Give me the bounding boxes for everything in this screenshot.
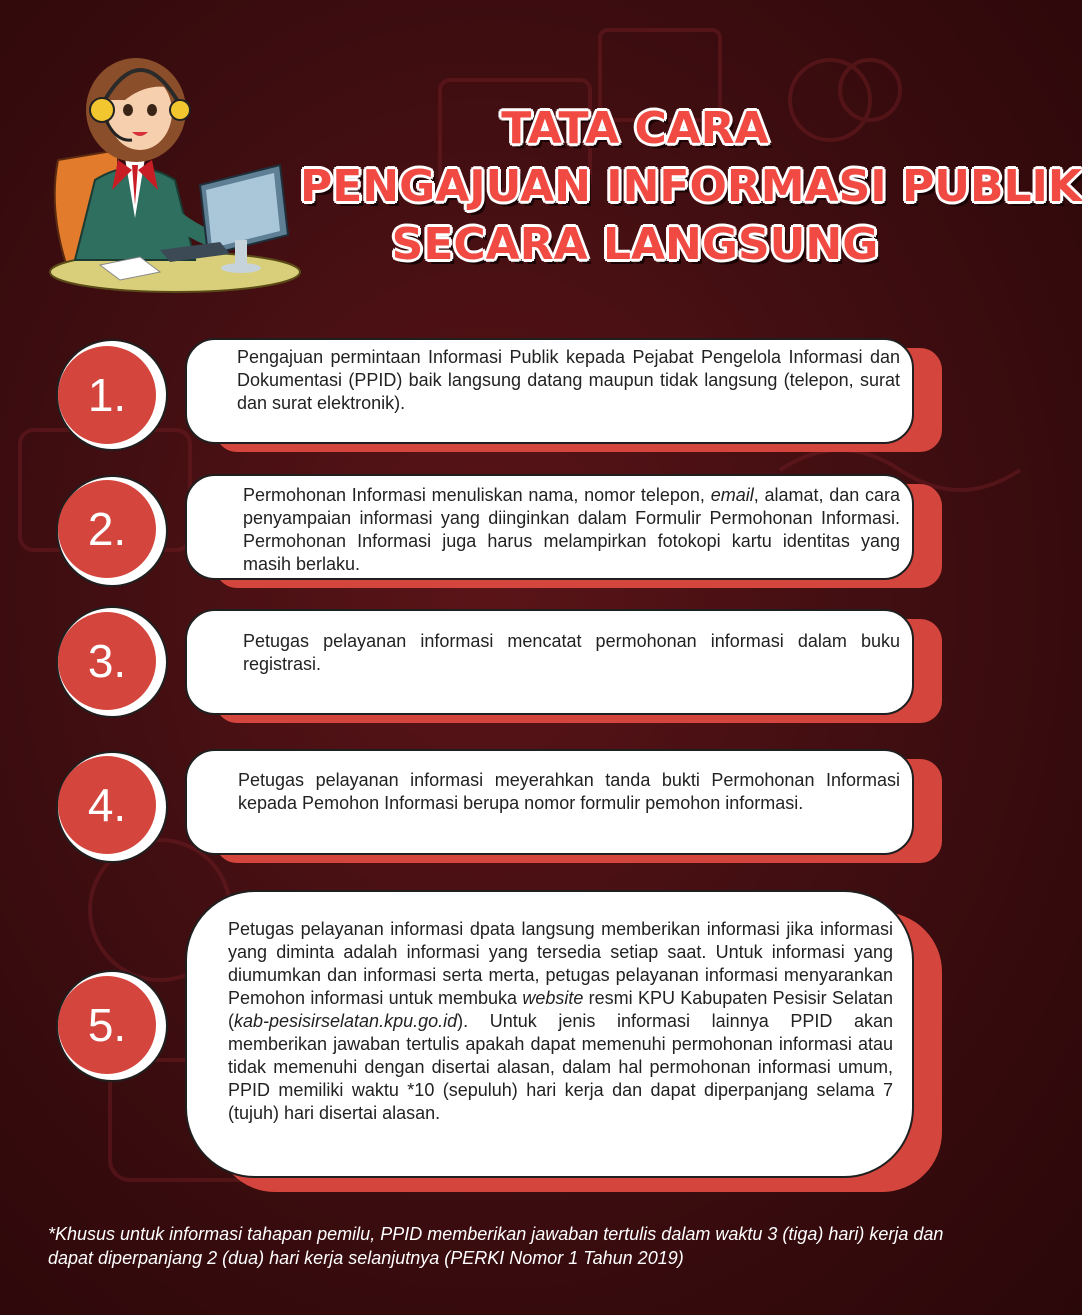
title-line-3: SECARA LANGSUNG xyxy=(391,219,879,270)
page-title xyxy=(300,100,1082,274)
step-3-number: 3. xyxy=(58,612,156,710)
title-line-1: TATA CARA xyxy=(501,103,769,154)
step-4 xyxy=(0,749,1000,855)
step-2-text xyxy=(243,484,900,576)
step-5-text-b: resmi KPU Kabupaten Pesisir Selatan ( xyxy=(228,988,893,1031)
step-5-text xyxy=(228,918,893,1125)
step-5-text-website: website xyxy=(522,988,584,1008)
step-4-number: 4. xyxy=(58,756,156,854)
step-4-text: Petugas pelayanan informasi meyerahkan tanda bukti Permohonan Informasi kepada Pemohon Informasi berupa nomor formulir pemohon informasi. xyxy=(238,770,900,813)
step-5 xyxy=(0,890,1000,1178)
customer-service-agent-illustration xyxy=(40,40,310,300)
step-2 xyxy=(0,474,1000,580)
step-5-text-c: ). Untuk jenis informasi lainnya PPID akan memberikan jawaban tertulis apakah dapat memenuhi permohonan informasi atau tidak memenuhi dengan disertai alasan, dalam hal permohonan informasi umum, PPID memiliki waktu *10 (sepuluh) hari kerja dan dapat diperpanjang selama 7 (tujuh) hari disertai alasan. xyxy=(228,1011,893,1123)
step-3-text: Petugas pelayanan informasi mencatat permohonan informasi dalam buku registrasi. xyxy=(243,631,900,674)
footnote: *Khusus untuk informasi tahapan pemilu, PPID memberikan jawaban tertulis dalam waktu 3 (tiga) hari) kerja dan dapat diperpanjang 2 (dua) hari kerja selanjutnya (PERKI Nomor 1 Tahun 2019) xyxy=(48,1224,944,1268)
step-1-text: Pengajuan permintaan Informasi Publik kepada Pejabat Pengelola Informasi dan Dokumentasi (PPID) baik langsung datang maupun tidak langsung (telepon, surat dan surat elektronik). xyxy=(237,347,900,413)
step-2-text-a: Permohonan Informasi menuliskan nama, nomor telepon, xyxy=(243,485,711,505)
step-2-text-b: , alamat, dan cara penyampaian informasi yang diinginkan dalam Formulir Permohonan Informasi. Permohonan Informasi juga harus melampirkan fotokopi kartu identitas yang masih berlaku. xyxy=(243,485,900,574)
step-5-text-a: Petugas pelayanan informasi dpata langsung memberikan informasi jika informasi yang diminta adalah informasi yang tersedia setiap saat. Untuk informasi yang diumumkan dan informasi serta merta, petugas pelayanan informasi menyarankan Pemohon informasi untuk membuka xyxy=(228,919,893,1008)
step-5-text-url: kab-pesisirselatan.kpu.go.id xyxy=(234,1011,458,1031)
step-1 xyxy=(0,338,1000,444)
title-line-2: PENGAJUAN INFORMASI PUBLIK xyxy=(300,161,1082,212)
step-2-number: 2. xyxy=(58,480,156,578)
step-5-number: 5. xyxy=(58,976,156,1074)
step-1-number: 1. xyxy=(58,346,156,444)
step-3 xyxy=(0,609,1000,715)
step-2-text-email: email xyxy=(710,485,754,505)
